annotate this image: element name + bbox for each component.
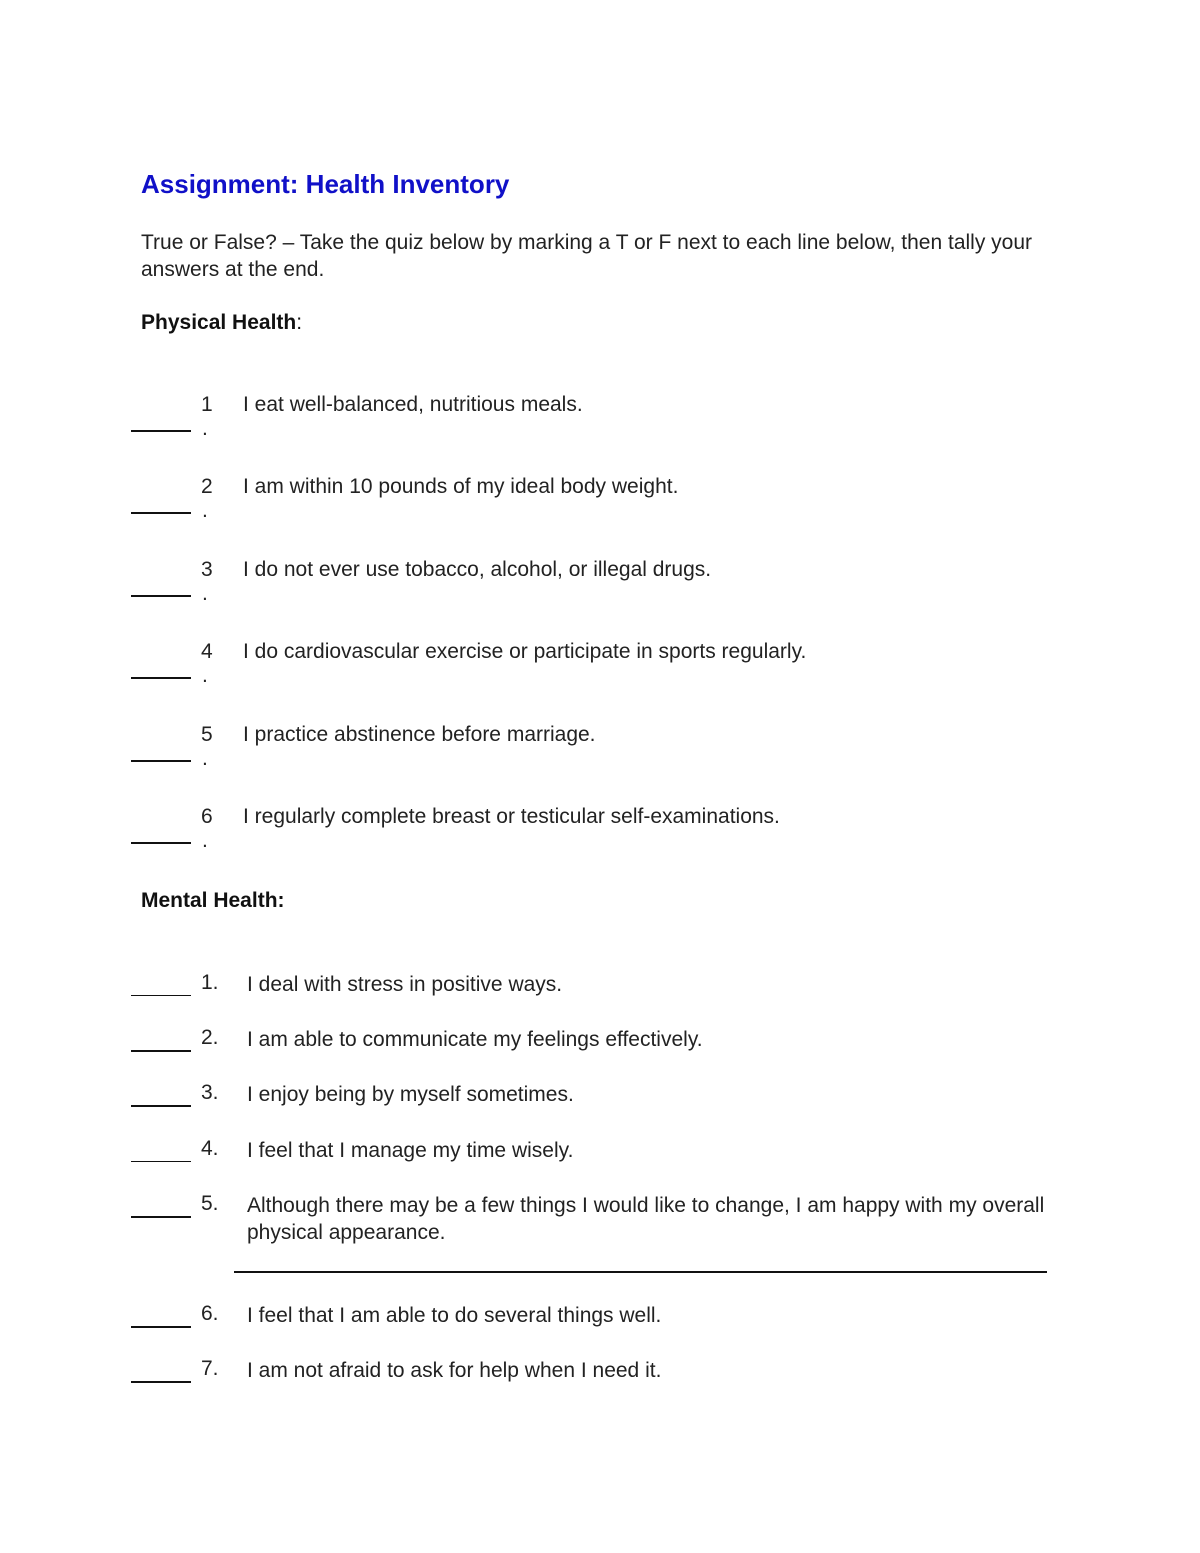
- physical-item-2: [0, 475, 1200, 545]
- item-dot: .: [202, 499, 208, 522]
- item-text: I deal with stress in positive ways.: [247, 973, 563, 996]
- answer-blank[interactable]: [131, 842, 191, 844]
- item-number: 6: [201, 805, 213, 828]
- horizontal-rule: [234, 1271, 1047, 1273]
- answer-blank[interactable]: [131, 1326, 191, 1328]
- item-number: 3.: [201, 1081, 219, 1104]
- item-number: 2: [201, 475, 213, 498]
- item-number: 2.: [201, 1026, 219, 1049]
- instructions-text: True or False? – Take the quiz below by marking a T or F next to each line below, then tally your answers at the end.: [141, 231, 1033, 281]
- physical-health-heading-colon: :: [296, 311, 303, 334]
- physical-item-4: [0, 640, 1200, 710]
- physical-health-heading: [141, 311, 302, 335]
- item-number: 4.: [201, 1137, 219, 1160]
- item-dot: .: [202, 747, 208, 770]
- item-number: 4: [201, 640, 213, 663]
- item-number: 5.: [201, 1192, 219, 1215]
- item-text: I do cardiovascular exercise or participate in sports regularly.: [243, 640, 807, 663]
- item-number: 7.: [201, 1357, 219, 1380]
- answer-blank[interactable]: [131, 1216, 191, 1218]
- answer-blank[interactable]: [131, 677, 191, 679]
- item-number: 5: [201, 723, 213, 746]
- mental-health-heading: Mental Health:: [141, 889, 285, 912]
- item-text: I am within 10 pounds of my ideal body weight.: [243, 475, 679, 498]
- item-dot: .: [202, 664, 208, 687]
- item-text: I enjoy being by myself sometimes.: [247, 1083, 574, 1106]
- physical-item-1: [0, 393, 1200, 463]
- physical-item-5: [0, 723, 1200, 793]
- item-text: I eat well-balanced, nutritious meals.: [243, 393, 583, 416]
- item-dot: .: [202, 417, 208, 440]
- item-text: I am not afraid to ask for help when I need it.: [247, 1359, 662, 1382]
- answer-blank[interactable]: [131, 760, 191, 762]
- item-number: 1.: [201, 971, 219, 994]
- physical-item-3: [0, 558, 1200, 628]
- document-title: Assignment: Health Inventory: [141, 169, 510, 199]
- answer-blank[interactable]: [131, 1161, 191, 1162]
- answer-blank[interactable]: [131, 1105, 191, 1107]
- item-text: I feel that I manage my time wisely.: [247, 1139, 574, 1162]
- physical-health-heading-label: Physical Health: [141, 311, 297, 334]
- answer-blank[interactable]: [131, 1381, 191, 1383]
- item-dot: .: [202, 829, 208, 852]
- answer-blank[interactable]: [131, 1050, 191, 1052]
- physical-item-6: [0, 805, 1200, 875]
- item-number: 6.: [201, 1302, 219, 1325]
- item-text: I am able to communicate my feelings effectively.: [247, 1028, 703, 1051]
- answer-blank[interactable]: [131, 512, 191, 514]
- item-text: I feel that I am able to do several things well.: [247, 1304, 662, 1327]
- item-number: 1: [201, 393, 213, 416]
- item-number: 3: [201, 558, 213, 581]
- item-dot: .: [202, 582, 208, 605]
- item-text: I regularly complete breast or testicular self-examinations.: [243, 805, 780, 828]
- answer-blank[interactable]: [131, 995, 191, 996]
- answer-blank[interactable]: [131, 595, 191, 597]
- item-text: Although there may be a few things I would like to change, I am happy with my overall physical appearance.: [247, 1194, 1045, 1244]
- item-text: I practice abstinence before marriage.: [243, 723, 596, 746]
- item-text: I do not ever use tobacco, alcohol, or illegal drugs.: [243, 558, 712, 581]
- answer-blank[interactable]: [131, 430, 191, 432]
